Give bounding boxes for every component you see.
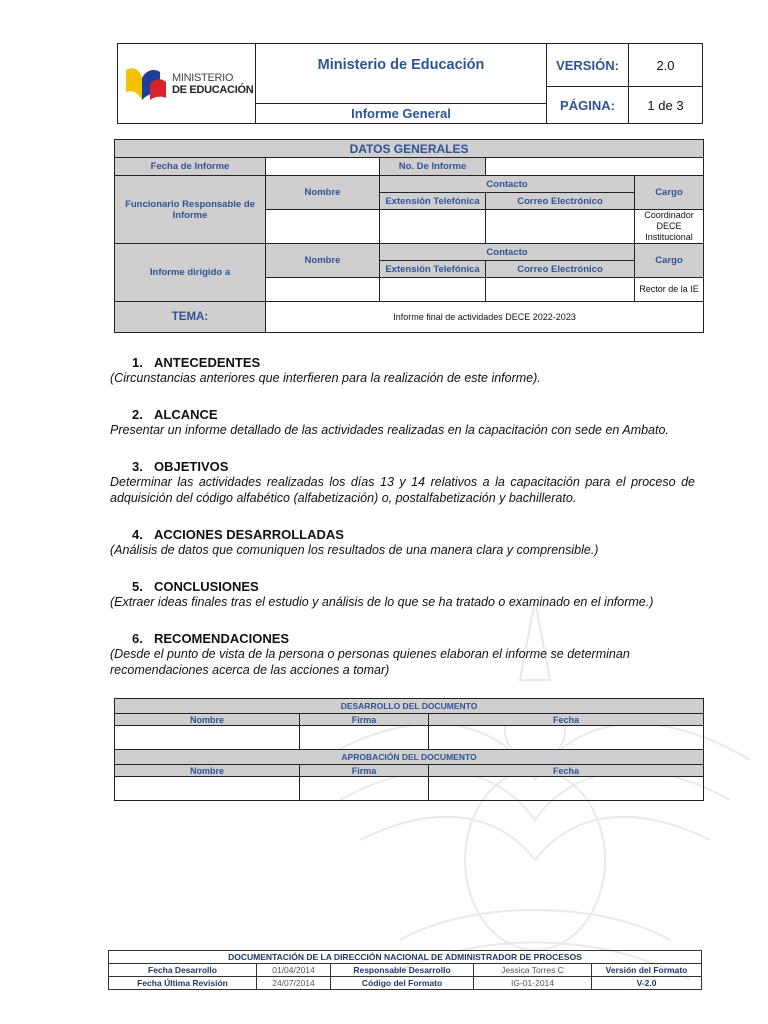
footer-responsable-value: Jessica Torres C xyxy=(474,964,592,977)
funcionario-ext-field[interactable] xyxy=(380,210,486,244)
org-name-line1: MINISTERIO xyxy=(172,71,234,84)
datos-generales-table xyxy=(114,139,704,333)
section-text: Determinar las actividades realizadas los días 13 y 14 relativos a la capacitación para el proceso de adquisición del código alfabético (alfabetización) o, postalfabetización y bachillerato. xyxy=(110,475,695,505)
org-name-line2: DE EDUCACIÓN xyxy=(172,83,254,96)
desarrollo-fecha-label: Fecha xyxy=(429,714,704,726)
fecha-informe-field[interactable] xyxy=(266,158,380,176)
funcionario-ext-label: Extensión Telefónica xyxy=(380,193,486,210)
section-title: ALCANCE xyxy=(154,407,218,422)
section-number: 1. xyxy=(132,355,143,370)
desarrollo-firma-label: Firma xyxy=(300,714,429,726)
signoff-table xyxy=(114,698,704,801)
aprobacion-title: APROBACIÓN DEL DOCUMENTO xyxy=(115,750,704,765)
fecha-informe-label: Fecha de Informe xyxy=(115,158,266,176)
version-value: 2.0 xyxy=(629,44,703,87)
section-title: OBJETIVOS xyxy=(154,459,229,474)
section-alcance xyxy=(110,407,695,438)
section-number: 2. xyxy=(132,407,143,422)
doc-subtitle-text: Informe General xyxy=(256,103,546,123)
section-text: Presentar un informe detallado de las actividades realizadas en la capacitación con sede en Ambato. xyxy=(110,423,669,437)
version-label: VERSIÓN: xyxy=(547,44,629,87)
section-acciones xyxy=(110,527,695,558)
dirigido-label: Informe dirigido a xyxy=(115,244,266,302)
no-informe-label: No. De Informe xyxy=(380,158,486,176)
doc-subtitle xyxy=(256,87,547,124)
dirigido-contacto-label: Contacto xyxy=(380,244,635,261)
desarrollo-nombre-field[interactable] xyxy=(115,726,300,750)
section-title: RECOMENDACIONES xyxy=(154,631,290,646)
aprobacion-firma-label: Firma xyxy=(300,765,429,777)
aprobacion-fecha-field[interactable] xyxy=(429,777,704,801)
desarrollo-title: DESARROLLO DEL DOCUMENTO xyxy=(115,699,704,714)
funcionario-correo-field[interactable] xyxy=(486,210,635,244)
section-heading xyxy=(110,579,695,594)
doc-title: Ministerio de Educación xyxy=(256,44,547,87)
footer-version-formato-label: Versión del Formato xyxy=(592,964,702,977)
section-antecedentes xyxy=(110,355,695,386)
section-heading xyxy=(110,631,695,646)
header-table xyxy=(117,43,703,124)
footer-version-value: V-2.0 xyxy=(592,977,702,990)
funcionario-cargo-label: Cargo xyxy=(635,176,704,210)
footer-responsable-label: Responsable Desarrollo xyxy=(331,964,474,977)
desarrollo-firma-field[interactable] xyxy=(300,726,429,750)
datos-generales-title: DATOS GENERALES xyxy=(115,140,704,158)
footer-table xyxy=(108,950,702,990)
aprobacion-fecha-label: Fecha xyxy=(429,765,704,777)
footer-fecha-revision-label: Fecha Última Revisión xyxy=(109,977,257,990)
section-title: ACCIONES DESARROLLADAS xyxy=(154,527,344,542)
tema-value: Informe final de actividades DECE 2022-2023 xyxy=(266,302,704,333)
no-informe-field[interactable] xyxy=(486,158,704,176)
section-text: (Circunstancias anteriores que interfieren para la realización de este informe). xyxy=(110,371,541,385)
desarrollo-fecha-field[interactable] xyxy=(429,726,704,750)
dirigido-ext-field[interactable] xyxy=(380,278,486,302)
aprobacion-firma-field[interactable] xyxy=(300,777,429,801)
section-recomendaciones xyxy=(110,631,695,678)
page-label: PÁGINA: xyxy=(547,87,629,124)
funcionario-nombre-label: Nombre xyxy=(266,176,380,210)
footer-codigo-value: IG-01-2014 xyxy=(474,977,592,990)
section-number: 6. xyxy=(132,631,143,646)
section-text: (Extraer ideas finales tras el estudio y análisis de lo que se ha tratado o examinado en el informe.) xyxy=(110,595,654,609)
aprobacion-nombre-field[interactable] xyxy=(115,777,300,801)
funcionario-contacto-label: Contacto xyxy=(380,176,635,193)
footer-fecha-desarrollo-value: 01/04/2014 xyxy=(257,964,331,977)
desarrollo-nombre-label: Nombre xyxy=(115,714,300,726)
section-number: 5. xyxy=(132,579,143,594)
section-title: ANTECEDENTES xyxy=(154,355,261,370)
funcionario-correo-label: Correo Electrónico xyxy=(486,193,635,210)
page-value: 1 de 3 xyxy=(629,87,703,124)
logo-cell xyxy=(118,44,256,124)
funcionario-label: Funcionario Responsable de Informe xyxy=(115,176,266,244)
footer-title: DOCUMENTACIÓN DE LA DIRECCIÓN NACIONAL DE ADMINISTRADOR DE PROCESOS xyxy=(109,951,702,964)
section-text: (Desde el punto de vista de la persona o personas quienes elaboran el informe se determinan recomendaciones acerca de las acciones a tomar) xyxy=(110,647,630,677)
dirigido-nombre-field[interactable] xyxy=(266,278,380,302)
aprobacion-nombre-label: Nombre xyxy=(115,765,300,777)
section-text: (Análisis de datos que comuniquen los resultados de una manera clara y comprensible.) xyxy=(110,543,599,557)
section-objetivos xyxy=(110,459,695,506)
dirigido-ext-label: Extensión Telefónica xyxy=(380,261,486,278)
ministerio-logo-icon xyxy=(124,64,168,104)
footer-fecha-revision-value: 24/07/2014 xyxy=(257,977,331,990)
section-heading xyxy=(110,407,695,422)
footer-codigo-label: Código del Formato xyxy=(331,977,474,990)
funcionario-nombre-field[interactable] xyxy=(266,210,380,244)
tema-label: TEMA: xyxy=(115,302,266,333)
footer-fecha-desarrollo-label: Fecha Desarrollo xyxy=(109,964,257,977)
section-conclusiones xyxy=(110,579,695,610)
dirigido-correo-label: Correo Electrónico xyxy=(486,261,635,278)
section-number: 3. xyxy=(132,459,143,474)
dirigido-nombre-label: Nombre xyxy=(266,244,380,278)
section-heading xyxy=(110,527,695,542)
dirigido-cargo-label: Cargo xyxy=(635,244,704,278)
section-heading xyxy=(110,459,695,474)
section-heading xyxy=(110,355,695,370)
section-number: 4. xyxy=(132,527,143,542)
section-title: CONCLUSIONES xyxy=(154,579,259,594)
dirigido-correo-field[interactable] xyxy=(486,278,635,302)
funcionario-cargo-value: Coordinador DECE Institucional xyxy=(635,210,704,244)
dirigido-cargo-value: Rector de la IE xyxy=(635,278,704,302)
